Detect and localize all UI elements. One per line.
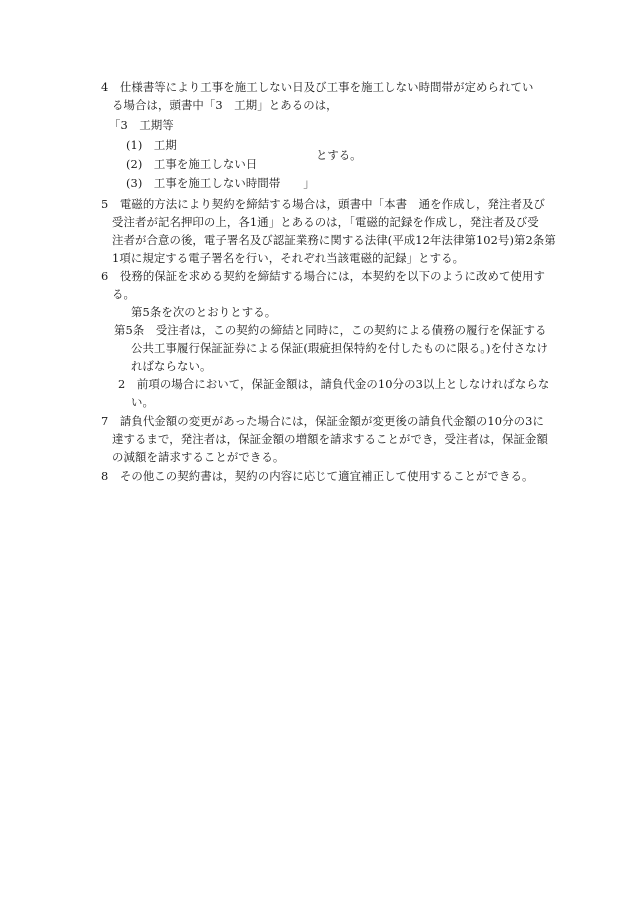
clause-4-item-1: (1) 工期 [126,138,177,152]
clause-7-line-2: 達するまで，発注者は，保証金額の増額を請求することができ，受注者は，保証金額 [112,432,548,446]
article-5-para-2-line-2: い。 [131,395,154,409]
article-5-line-2: 公共工事履行保証証券による保証(瑕疵担保特約を付したものに限る。)を付さなけ [131,341,549,355]
clause-5-line-2: 受注者が記名押印の上，各1通」とあるのは，「電磁的記録を作成し，発注者及び受 [112,215,539,229]
clause-4-line-2: る場合は，頭書中「3 工期」とあるのは， [112,98,338,112]
clause-6-line-2: る。 [112,287,135,301]
article-5-para-2-line-1: 2 前項の場合において，保証金額は，請負代金の10分の3以上としなければならな [118,377,550,391]
clause-5-line-4: 1項に規定する電子署名を行い，それぞれ当該電磁的記録」とする。 [112,251,465,265]
article-5-line-1: 第5条 受注者は，この契約の締結と同時に，この契約による債務の履行を保証する [114,323,547,337]
article-5-line-3: ればならない。 [131,359,212,373]
clause-4-quote-heading: 「3 工期等 [109,118,174,132]
clause-4-item-3: (3) 工事を施工しない時間帯 」 [126,176,315,190]
clause-7-line-1: 7 請負代金額の変更があった場合には，保証金額が変更後の請負代金額の10分の3に [101,414,544,428]
clause-7-line-3: の減額を請求することができる。 [112,450,285,464]
clause-5-line-3: 注者が合意の後，電子署名及び認証業務に関する法律(平成12年法律第102号)第2条第 [112,233,556,247]
clause-4-line-1: 4 仕様書等により工事を施工しない日及び工事を施工しない時間帯が定められてい [101,80,534,94]
clause-4-tosuru: とする。 [316,148,362,162]
clause-8-line-1: 8 その他この契約書は，契約の内容に応じて適宜補正して使用することができる。 [101,469,534,483]
clause-4-item-2: (2) 工事を施工しない日 [126,157,258,171]
clause-6-line-3: 第5条を次のとおりとする。 [131,305,277,319]
clause-5-line-1: 5 電磁的方法により契約を締結する場合は，頭書中「本書 通を作成し，発注者及び [101,197,545,211]
clause-6-line-1: 6 役務的保証を求める契約を締結する場合には，本契約を以下のように改めて使用す [101,269,545,283]
